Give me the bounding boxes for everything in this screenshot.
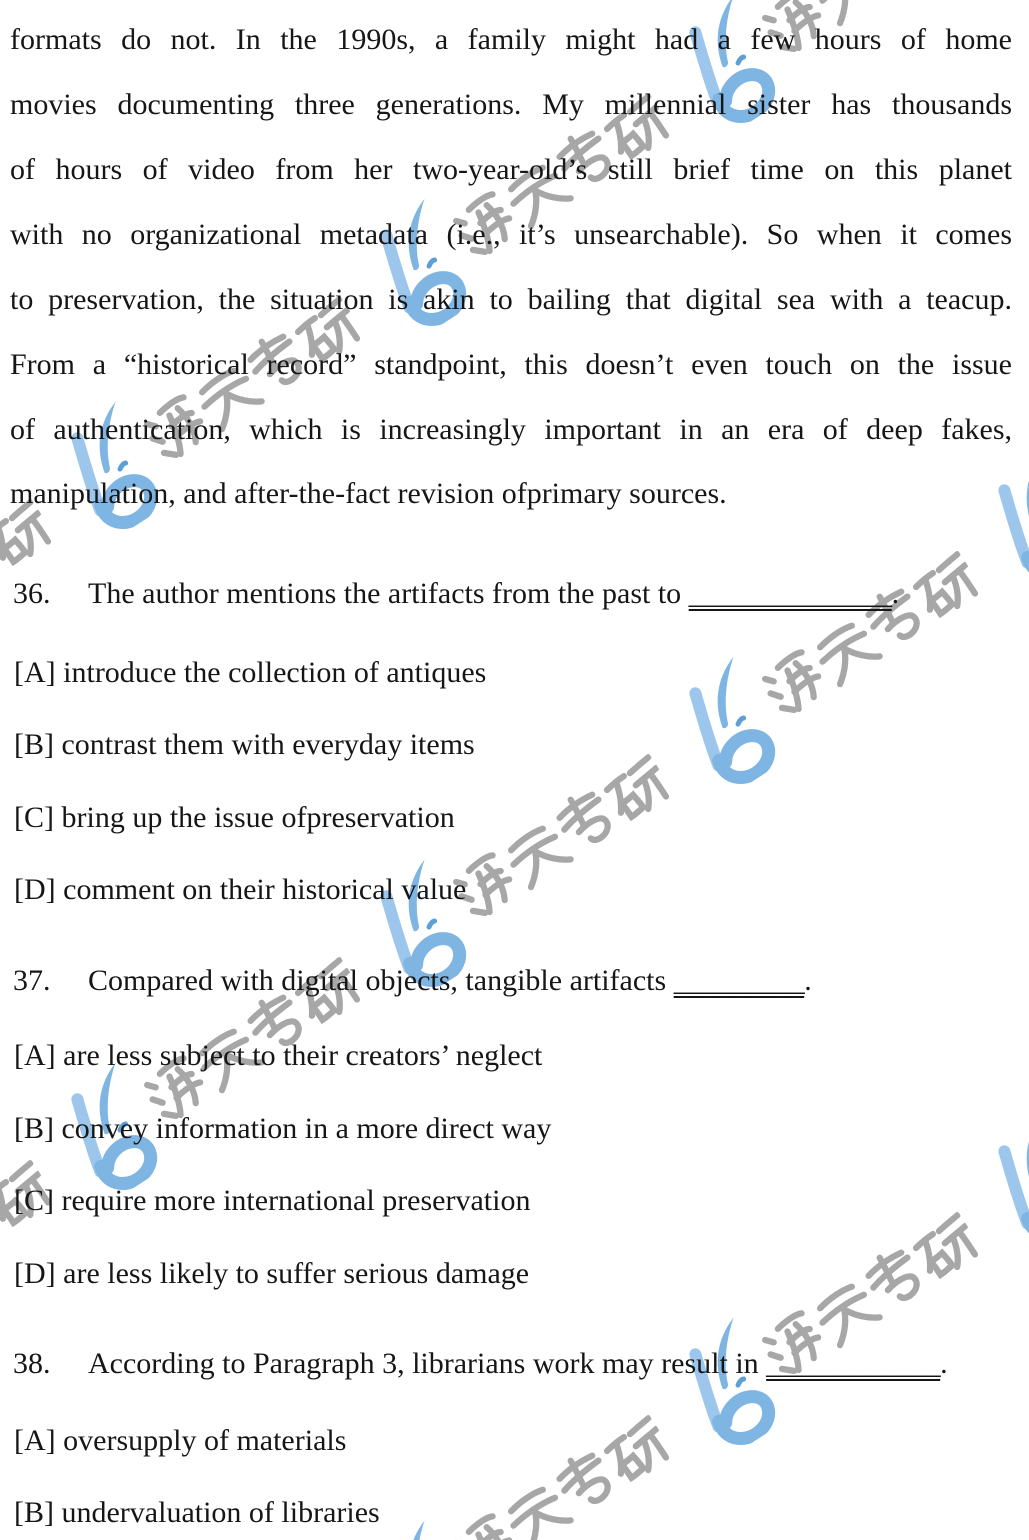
paragraph-line-7: of authentication, which is increasingly important in an era of deep fakes, — [10, 413, 1012, 446]
question-37 — [13, 961, 1018, 1000]
paragraph-line-5: to preservation, the situation is akin to bailing that digital sea with a teacup. — [10, 283, 1012, 316]
question-37-option-b: [B] convey information in a more direct way — [14, 1112, 552, 1145]
question-38-period: . — [940, 1347, 948, 1380]
question-38-option-b: [B] undervaluation of libraries — [14, 1496, 380, 1529]
question-38-option-a: [A] oversupply of materials — [14, 1424, 347, 1457]
paragraph-line-3: of hours of video from her two-year-old’s still brief time on this planet — [10, 153, 1012, 186]
question-36-text: The author mentions the artifacts from the past to — [88, 577, 689, 610]
question-37-option-d: [D] are less likely to suffer serious damage — [14, 1257, 530, 1290]
question-36-blank: ______________ — [688, 577, 892, 610]
question-37-option-a: [A] are less subject to their creators’ neglect — [14, 1039, 543, 1072]
question-37-text: Compared with digital objects, tangible artifacts — [88, 964, 674, 997]
paragraph-line-1: formats do not. In the 1990s, a family might had a few hours of home — [10, 23, 1012, 56]
paragraph-line-4: with no organizational metadata (i.e., it’s unsearchable). So when it comes — [10, 218, 1012, 251]
question-36-period: . — [891, 577, 900, 610]
question-36-option-c: [C] bring up the issue ofpreservation — [14, 801, 455, 834]
question-36-option-d: [D] comment on their historical value — [14, 873, 467, 906]
paragraph-line-8: manipulation, and after-the-fact revision ofprimary sources. — [10, 477, 727, 510]
question-36 — [13, 574, 1018, 613]
question-37-number: 37. — [13, 964, 51, 997]
question-38-text: According to Paragraph 3, librarians work may result in — [88, 1347, 767, 1380]
question-38-number: 38. — [13, 1347, 51, 1380]
paragraph-line-6: From a “historical record” standpoint, this doesn’t even touch on the issue — [10, 348, 1012, 381]
question-38-blank: ____________ — [766, 1347, 941, 1380]
question-37-period: . — [804, 964, 812, 997]
paragraph-line-2: movies documenting three generations. My millennial sister has thousands — [10, 88, 1012, 121]
question-36-option-b: [B] contrast them with everyday items — [14, 728, 475, 761]
question-37-option-c: [C] require more international preservation — [14, 1184, 531, 1217]
question-38 — [13, 1344, 1018, 1383]
question-37-blank: _________ — [673, 964, 805, 997]
question-36-option-a: [A] introduce the collection of antiques — [14, 656, 487, 689]
question-36-number: 36. — [13, 577, 51, 610]
